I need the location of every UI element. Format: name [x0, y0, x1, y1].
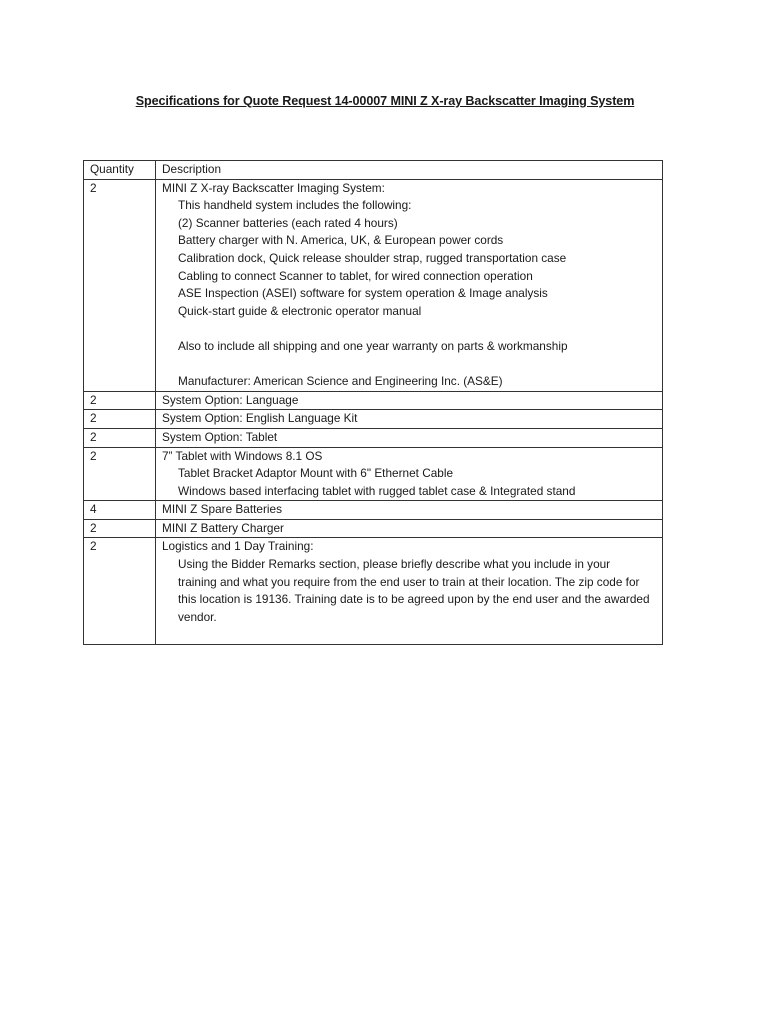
table-header-row — [84, 161, 663, 180]
quantity-cell: 2 — [84, 428, 156, 447]
table-row — [84, 410, 663, 429]
item-heading: Logistics and 1 Day Training: — [162, 539, 314, 554]
table-row — [84, 391, 663, 410]
description-cell — [156, 391, 663, 410]
description-cell — [156, 519, 663, 538]
description-cell — [156, 179, 663, 391]
quantity-header: Quantity — [84, 161, 156, 180]
description-cell — [156, 410, 663, 429]
item-detail: Cabling to connect Scanner to tablet, for wired connection operation — [178, 268, 533, 283]
item-detail: (2) Scanner batteries (each rated 4 hours) — [178, 215, 398, 230]
training-paragraph: Using the Bidder Remarks section, please briefly describe what you include in your training and what you require from the end user to train at their location. The zip code for this location is 19136. Training date is to be agreed upon by the end user and the awarded vendor. — [178, 557, 650, 624]
item-detail: Windows based interfacing tablet with rugged tablet case & Integrated stand — [178, 483, 576, 498]
quantity-cell: 4 — [84, 501, 156, 520]
item-heading: System Option: Tablet — [162, 429, 278, 444]
item-detail: Calibration dock, Quick release shoulder strap, rugged transportation case — [178, 250, 567, 265]
table-row — [84, 428, 663, 447]
item-heading: System Option: Language — [162, 392, 299, 407]
item-detail: Tablet Bracket Adaptor Mount with 6" Ethernet Cable — [178, 466, 454, 481]
item-detail: This handheld system includes the following: — [178, 198, 412, 213]
specifications-table — [83, 160, 663, 645]
table-row — [84, 447, 663, 501]
manufacturer-note: Manufacturer: American Science and Engineering Inc. (AS&E) — [178, 374, 503, 389]
item-heading: MINI Z Spare Batteries — [162, 502, 282, 517]
table-row — [84, 519, 663, 538]
warranty-note: Also to include all shipping and one year warranty on parts & workmanship — [178, 338, 568, 353]
quantity-cell: 2 — [84, 538, 156, 645]
table-row — [84, 538, 663, 645]
table-row — [84, 501, 663, 520]
description-cell — [156, 538, 663, 645]
description-cell — [156, 501, 663, 520]
quantity-cell: 2 — [84, 447, 156, 501]
quantity-cell: 2 — [84, 410, 156, 429]
item-detail: Battery charger with N. America, UK, & European power cords — [178, 233, 504, 248]
item-heading: MINI Z X-ray Backscatter Imaging System: — [162, 180, 385, 195]
item-heading: System Option: English Language Kit — [162, 411, 358, 426]
description-header: Description — [156, 161, 663, 180]
item-heading: 7” Tablet with Windows 8.1 OS — [162, 448, 323, 463]
quantity-cell: 2 — [84, 179, 156, 391]
description-cell — [156, 447, 663, 501]
table-row — [84, 179, 663, 391]
quantity-cell: 2 — [84, 519, 156, 538]
page-title: Specifications for Quote Request 14-00007 MINI Z X-ray Backscatter Imaging System — [135, 94, 635, 108]
quantity-cell: 2 — [84, 391, 156, 410]
item-detail: Quick-start guide & electronic operator manual — [178, 303, 422, 318]
description-cell — [156, 428, 663, 447]
item-heading: MINI Z Battery Charger — [162, 520, 284, 535]
item-detail: ASE Inspection (ASEI) software for system operation & Image analysis — [178, 286, 548, 301]
